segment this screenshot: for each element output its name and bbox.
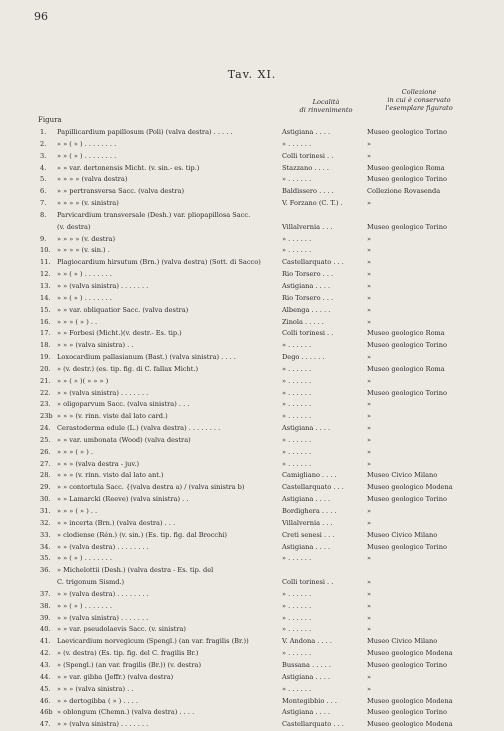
specimen-table [0, 127, 504, 731]
collection: Museo geologico Modena [367, 483, 453, 492]
figure-number: 45. [40, 684, 51, 693]
species-description: » » var. pseudolaevis Sacc. (v. sinistra) [57, 625, 187, 634]
figure-number: 29. [40, 483, 51, 492]
table-row [0, 447, 504, 459]
page-number: 96 [34, 10, 48, 23]
species-description: » (Spengl.) (an var. fragilis (Br.)) (v. destra) [57, 660, 202, 669]
table-row [0, 340, 504, 352]
figure-number: 31. [40, 507, 51, 515]
species-description: » » ( » ) . . . . . . . . [57, 151, 117, 160]
species-description: » » (valva sinistra) . . . . . . . [57, 613, 149, 622]
locality: Zinola . . . . . [282, 317, 324, 326]
table-row [0, 198, 504, 210]
collection: » [367, 246, 372, 255]
collection: » [367, 412, 372, 421]
header-collezione-line3: l'esemplare figurato [385, 104, 453, 112]
locality: Dego . . . . . . [282, 353, 325, 362]
table-row [0, 636, 504, 648]
locality: » . . . . . . [282, 234, 312, 243]
collection: Museo geologico Roma [367, 329, 445, 338]
locality: Astigiana . . . . [282, 495, 331, 504]
figure-number: 12. [40, 270, 51, 279]
collection: » [367, 293, 372, 302]
locality: » . . . . . . [282, 554, 312, 563]
table-row [0, 684, 504, 696]
locality: » . . . . . . [282, 139, 312, 148]
table-row [0, 305, 504, 317]
table-row [0, 139, 504, 151]
figure-number: 47. [40, 720, 51, 729]
species-description: » » » ( » ) . . [57, 317, 98, 326]
species-description: » » ( » ) . . . . . . . . [57, 139, 117, 148]
species-description: » » » (valva destra - juv.) [57, 459, 140, 468]
collection: » [367, 601, 372, 610]
header-collezione-line1: Collezione [401, 88, 437, 96]
collection: » [367, 684, 372, 693]
figure-number: 44. [40, 672, 51, 681]
collection: Museo geologico Torino [367, 495, 447, 504]
figure-number: 22. [40, 388, 51, 397]
species-description: » » » » (v. sinistra) [57, 199, 119, 208]
figure-number: 17. [40, 329, 51, 338]
species-description: » » » ( » ) . [57, 447, 93, 456]
collection: » [367, 353, 372, 362]
figure-number: 7. [40, 199, 47, 208]
header-localita-line2: di rinvenimento [299, 106, 353, 114]
species-description: » » (valva sinistra) . . . . . . . [57, 388, 149, 397]
figure-number: 10. [40, 246, 51, 255]
figure-number: 26. [40, 447, 51, 456]
figure-number: 3. [40, 151, 47, 160]
collection: Museo geologico Torino [367, 660, 447, 669]
locality: Astigiana . . . . [282, 708, 331, 717]
collection: Museo Civico Milano [367, 530, 438, 539]
table-row [0, 660, 504, 672]
table-row [0, 577, 504, 589]
locality: Astigiana . . . . [282, 281, 331, 290]
species-description: » (v. destra) (Es. tip. fig. del C. fragilis Br.) [57, 649, 199, 658]
locality: » . . . . . . [282, 459, 312, 468]
species-description: » » » (valva sinistra) . . [57, 341, 134, 350]
locality: Colli torinesi . . [282, 578, 334, 587]
locality: Rio Torsero . . . [282, 270, 334, 279]
figure-number: 35. [40, 554, 51, 563]
species-description: » » » (v. rinn. viste dal lato card.) [57, 412, 168, 421]
collection: Museo geologico Torino [367, 542, 447, 551]
table-row [0, 672, 504, 684]
locality: Astigiana . . . . [282, 542, 331, 551]
table-row [0, 376, 504, 388]
collection: Museo geologico Torino [367, 128, 447, 136]
locality: V. Andona . . . . [282, 637, 332, 646]
figure-number: 21. [40, 376, 51, 385]
species-description: » » dertogibba ( » ) . . . . [57, 696, 139, 705]
collection: » [367, 258, 372, 267]
figure-number: 28. [40, 471, 51, 480]
species-description: » oblongum (Chemn.) (valva destra) . . . . [57, 708, 195, 717]
locality: Colli torinesi . . [282, 151, 334, 160]
locality: Astigiana . . . . [282, 128, 331, 136]
locality: Villalvernia . . . [282, 222, 333, 231]
species-description: » » incerta (Brn.) (valva destra) . . . [57, 518, 176, 527]
collection: » [367, 281, 372, 290]
species-description: » » (valva sinistra) . . . . . . . [57, 720, 149, 729]
species-description: » » ( » ) . . . . . . . [57, 601, 112, 610]
species-description: » » (valva destra) . . . . . . . . [57, 542, 149, 551]
locality: » . . . . . . [282, 341, 312, 350]
locality: Astigiana . . . . [282, 424, 331, 433]
collection: » [367, 518, 372, 527]
figure-number: 24. [40, 424, 51, 433]
species-description: » » pertransversa Sacc. (valva destra) [57, 187, 185, 196]
collection: Museo geologico Torino [367, 222, 447, 231]
figure-number: 11. [40, 258, 51, 267]
header-localita [286, 98, 366, 114]
collection: » [367, 507, 372, 515]
table-row [0, 470, 504, 482]
figure-number: 36. [40, 566, 51, 575]
table-row [0, 624, 504, 636]
figure-number: 46b [40, 708, 53, 717]
collection: Museo geologico Torino [367, 388, 447, 397]
table-row [0, 553, 504, 565]
table-row [0, 269, 504, 281]
locality: Colli torinesi . . [282, 329, 334, 338]
species-description: C. trigonum Sismd.) [57, 578, 125, 587]
species-description: » oligoparvum Sacc. (valva sinistra) . . . [57, 400, 190, 409]
locality: » . . . . . . [282, 613, 312, 622]
table-row [0, 707, 504, 719]
collection: » [367, 199, 372, 208]
figure-number: 16. [40, 317, 51, 326]
species-description: » » var. gibba (Jeffr.) (valva destra) [57, 672, 174, 681]
table-row [0, 234, 504, 246]
locality: » . . . . . . [282, 364, 312, 373]
table-row [0, 127, 504, 139]
table-row [0, 423, 504, 435]
table-row [0, 613, 504, 625]
species-description: » » Forbesi (Micht.)(v. destr.- Es. tip.) [57, 329, 182, 338]
table-row [0, 589, 504, 601]
species-description: » » ( » ) . . . . . . . [57, 270, 112, 279]
collection: » [367, 305, 372, 314]
figure-number: 38. [40, 601, 51, 610]
table-row [0, 245, 504, 257]
locality: » . . . . . . [282, 589, 312, 598]
locality: Castellarquato . . . [282, 483, 344, 492]
locality: » . . . . . . [282, 376, 312, 385]
collection: » [367, 400, 372, 409]
table-row [0, 222, 504, 234]
species-description: » Michelottii (Desh.) (valva destra - Es. tip. del [57, 566, 214, 575]
collection: Museo geologico Modena [367, 696, 453, 705]
figure-number: 9. [40, 234, 47, 243]
collection: Museo geologico Torino [367, 708, 447, 717]
species-description: » » » (v. rinn. visto dal lato ant.) [57, 471, 164, 480]
collection: Museo geologico Roma [367, 364, 445, 373]
collection: » [367, 424, 372, 433]
species-description: » » » ( » ) . . [57, 507, 98, 515]
table-row [0, 151, 504, 163]
table-row [0, 482, 504, 494]
collection: » [367, 589, 372, 598]
table-row [0, 696, 504, 708]
header-figura: Figura [38, 116, 62, 124]
figure-number: 39. [40, 613, 51, 622]
locality: » . . . . . . [282, 246, 312, 255]
plate-title: Tav. XI. [227, 68, 277, 81]
figure-number: 8. [40, 210, 47, 219]
table-row [0, 257, 504, 269]
species-description: » (v. destr.) (es. tip. fig. di C. fallax Micht.) [57, 364, 199, 373]
figure-number: 20. [40, 364, 51, 373]
species-description: Papillicardium papillosum (Poli) (valva destra) . . . . . [57, 128, 233, 136]
locality: » . . . . . . [282, 649, 312, 658]
locality: Baldissero . . . . [282, 187, 334, 196]
species-description: » » » » (valva destra) [57, 175, 128, 184]
collection: » [367, 459, 372, 468]
locality: » . . . . . . [282, 412, 312, 421]
table-row [0, 411, 504, 423]
locality: » . . . . . . [282, 625, 312, 634]
locality: » . . . . . . [282, 400, 312, 409]
figure-number: 1. [40, 128, 47, 136]
collection: Museo geologico Modena [367, 720, 453, 729]
species-description: » » var. umbonata (Wood) (valva destra) [57, 435, 191, 444]
table-row [0, 435, 504, 447]
species-description: » » (valva destra) . . . . . . . . [57, 589, 149, 598]
collection: Museo geologico Torino [367, 341, 447, 350]
figure-number: 40. [40, 625, 51, 634]
species-description: Plagiocardium hirsutum (Brn.) (valva destra) (Sott. di Sacco) [57, 258, 261, 267]
species-description: » » » » (v. sin.) . [57, 246, 110, 255]
species-description: » » var. obliquatior Sacc. (valva destra) [57, 305, 189, 314]
locality: Creti senesi . . . [282, 530, 335, 539]
table-row [0, 281, 504, 293]
figure-number: 34. [40, 542, 51, 551]
table-row [0, 506, 504, 518]
collection: » [367, 270, 372, 279]
figure-number: 30. [40, 495, 51, 504]
collection: » [367, 234, 372, 243]
figure-number: 5. [40, 175, 47, 184]
figure-number: 15. [40, 305, 51, 314]
locality: Camigliano . . . . [282, 471, 337, 480]
table-row [0, 352, 504, 364]
locality: Villalvernia . . . [282, 518, 333, 527]
figure-number: 23b [40, 412, 53, 421]
table-row [0, 328, 504, 340]
collection: » [367, 578, 372, 587]
collection: » [367, 151, 372, 160]
table-row [0, 388, 504, 400]
header-collezione [364, 88, 474, 112]
collection: » [367, 554, 372, 563]
table-row [0, 494, 504, 506]
species-description: » » Lamarcki (Reeve) (valva sinistra) . . [57, 495, 189, 504]
collection: » [367, 625, 372, 634]
figure-number: 46. [40, 696, 51, 705]
figure-number: 32. [40, 518, 51, 527]
species-description: » » ( » ) . . . . . . . [57, 293, 112, 302]
collection: Collezione Rovasenda [367, 187, 441, 196]
species-description: » » ( » )( » » » ) [57, 376, 109, 385]
collection: Museo geologico Roma [367, 163, 445, 172]
locality: » . . . . . . [282, 684, 312, 693]
table-row [0, 542, 504, 554]
figure-number: 4. [40, 163, 47, 172]
locality: Astigiana . . . . [282, 672, 331, 681]
species-description: Cerastoderma edule (L.) (valva destra) . . . . . . . . [57, 424, 221, 433]
table-row [0, 364, 504, 376]
table-row [0, 174, 504, 186]
collection: » [367, 139, 372, 148]
collection: » [367, 447, 372, 456]
figure-number: 2. [40, 139, 47, 148]
figure-number: 42. [40, 649, 51, 658]
header-collezione-line2: in cui è conservato [387, 96, 451, 104]
locality: » . . . . . . [282, 388, 312, 397]
figure-number: 13. [40, 281, 51, 290]
species-description: » clodiense (Rén.) (v. sin.) (Es. tip. fig. dal Brocchi) [57, 530, 228, 539]
table-row [0, 210, 504, 222]
locality: Bordighera . . . . [282, 507, 337, 515]
figure-number: 23. [40, 400, 51, 409]
header-localita-line1: Località [312, 98, 340, 106]
species-description: » » (valva sinistra) . . . . . . . [57, 281, 149, 290]
locality: » . . . . . . [282, 435, 312, 444]
locality: » . . . . . . [282, 601, 312, 610]
locality: Rio Torsero . . . [282, 293, 334, 302]
table-row [0, 186, 504, 198]
locality: Castellarquato . . . [282, 258, 344, 267]
species-description: Loxocardium pallasianum (Bast.) (valva sinistra) . . . . [57, 353, 236, 362]
figure-number: 33. [40, 530, 51, 539]
collection: » [367, 435, 372, 444]
table-row [0, 601, 504, 613]
species-description: » » » (valva sinistra) . . [57, 684, 134, 693]
table-row [0, 530, 504, 542]
collection: Museo Civico Milano [367, 471, 438, 480]
species-description: Parvicardium transversale (Desh.) var. pliopapillosa Sacc. [57, 210, 251, 219]
figure-number: 19. [40, 353, 51, 362]
species-description: » » ( » ) . . . . . . . [57, 554, 112, 563]
table-row [0, 648, 504, 660]
locality: » . . . . . . [282, 447, 312, 456]
collection: » [367, 672, 372, 681]
figure-number: 6. [40, 187, 47, 196]
collection: » [367, 317, 372, 326]
figure-number: 27. [40, 459, 51, 468]
figure-number: 14. [40, 293, 51, 302]
species-description: » » contortula Sacc. {(valva destra a) / (valva sinistra b) [57, 483, 245, 492]
table-row [0, 317, 504, 329]
figure-number: 25. [40, 435, 51, 444]
species-description: (v. destra) [57, 222, 91, 231]
species-description: Laevicardium norvegicum (Spengl.) (an var. fragilis (Br.)) [57, 637, 249, 646]
locality: Bussana . . . . . [282, 660, 331, 669]
species-description: » » var. dertonensis Micht. (v. sin.- es. tip.) [57, 163, 200, 172]
table-row [0, 459, 504, 471]
collection: » [367, 376, 372, 385]
table-row [0, 293, 504, 305]
figure-number: 37. [40, 589, 51, 598]
table-row [0, 163, 504, 175]
collection: Museo Civico Milano [367, 637, 438, 646]
locality: Montegibbio . . . [282, 696, 337, 705]
figure-number: 41. [40, 637, 51, 646]
locality: » . . . . . . [282, 175, 312, 184]
figure-number: 18. [40, 341, 51, 350]
table-row [0, 719, 504, 731]
figure-number: 43. [40, 660, 51, 669]
species-description: » » » » (v. destra) [57, 234, 116, 243]
table-row [0, 565, 504, 577]
collection: Museo geologico Torino [367, 175, 447, 184]
table-row [0, 518, 504, 530]
collection: Museo geologico Modena [367, 649, 453, 658]
locality: Stazzano . . . . [282, 163, 329, 172]
locality: V. Forzano (C. T.) . [282, 199, 343, 208]
locality: Albenga . . . . . [282, 305, 331, 314]
table-row [0, 399, 504, 411]
locality: Castellarquato . . . [282, 720, 344, 729]
collection: » [367, 613, 372, 622]
